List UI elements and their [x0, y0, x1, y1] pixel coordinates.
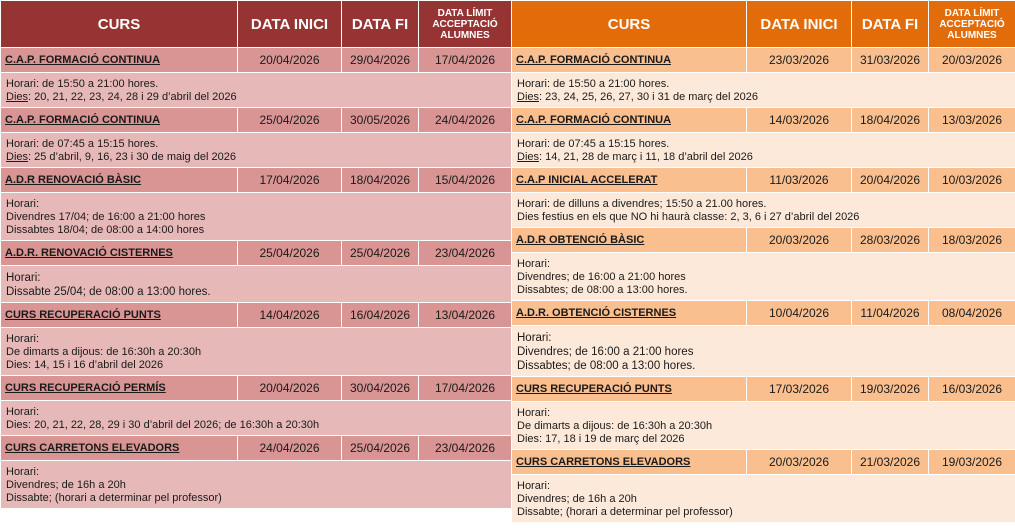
course-name: A.D.R. RENOVACIÓ CISTERNES — [1, 241, 238, 266]
left-schedule-table — [0, 0, 511, 509]
start-date: 10/04/2026 — [747, 301, 852, 326]
deadline-date: 16/03/2026 — [929, 377, 1015, 402]
deadline-date: 13/04/2026 — [419, 303, 512, 328]
course-row — [1, 108, 512, 133]
schedule-line — [517, 359, 1010, 373]
schedule-line — [6, 406, 506, 419]
schedule-line — [517, 407, 1010, 420]
course-name: C.A.P. FORMACIÓ CONTINUA — [1, 108, 238, 133]
course-details-row — [512, 73, 1015, 108]
schedule-line — [6, 419, 506, 432]
header-data-limit: DATA LÍMIT ACCEPTACIÓ ALUMNES — [419, 1, 512, 48]
header-data-inici: DATA INICI — [238, 1, 342, 48]
course-details-row — [512, 253, 1015, 301]
course-row — [512, 450, 1015, 475]
course-details-row — [512, 475, 1015, 523]
course-schedule — [1, 401, 512, 436]
end-date: 19/03/2026 — [852, 377, 929, 402]
course-name: A.D.R OBTENCIÓ BÀSIC — [512, 228, 747, 253]
schedule-text: Horari: — [6, 466, 40, 478]
end-date: 31/03/2026 — [852, 48, 929, 73]
schedule-label: Dies — [517, 151, 540, 163]
schedule-line — [517, 271, 1010, 284]
schedule-text: Dies: 20, 21, 22, 28, 29 i 30 d’abril del 2026; de 16:30h a 20:30h — [6, 419, 320, 431]
start-date: 11/03/2026 — [747, 168, 852, 193]
schedule-text: Dissabtes; de 08:00 a 13:00 hores. — [517, 284, 688, 296]
course-schedule — [512, 193, 1015, 228]
schedule-line — [6, 333, 506, 346]
schedule-text: Horari: — [517, 480, 551, 492]
course-schedule — [1, 133, 512, 168]
schedule-text: Horari: — [517, 407, 551, 419]
course-name: A.D.R. OBTENCIÓ CISTERNES — [512, 301, 747, 326]
course-details-row — [1, 73, 512, 108]
schedule-text: Divendres; de 16h a 20h — [6, 479, 126, 491]
header-curs: CURS — [1, 1, 238, 48]
schedule-line — [6, 78, 506, 91]
course-name: C.A.P. FORMACIÓ CONTINUA — [1, 48, 238, 73]
deadline-date: 23/04/2026 — [419, 241, 512, 266]
schedule-text: Horari: — [6, 272, 41, 284]
left-header-row — [1, 1, 512, 48]
schedule-line — [517, 258, 1010, 271]
end-date: 18/04/2026 — [852, 108, 929, 133]
schedule-label: Dies — [6, 91, 29, 103]
schedule-line — [517, 151, 1010, 164]
schedule-line — [517, 420, 1010, 433]
schedule-text: De dimarts a dijous: de 16:30h a 20:30h — [517, 420, 713, 432]
schedule-line — [6, 492, 506, 505]
start-date: 17/04/2026 — [238, 168, 342, 193]
end-date: 28/03/2026 — [852, 228, 929, 253]
right-schedule-table — [511, 0, 1015, 523]
course-details-row — [512, 402, 1015, 450]
schedule-text: Horari: — [517, 258, 551, 270]
start-date: 20/03/2026 — [747, 450, 852, 475]
end-date: 21/03/2026 — [852, 450, 929, 475]
end-date: 25/04/2026 — [342, 241, 419, 266]
course-row — [1, 241, 512, 266]
right-header-row — [512, 1, 1015, 48]
schedule-line — [517, 493, 1010, 506]
deadline-date: 13/03/2026 — [929, 108, 1015, 133]
right-schedule-panel — [511, 0, 1015, 528]
schedule-line — [6, 138, 506, 151]
course-schedule — [512, 402, 1015, 450]
start-date: 20/03/2026 — [747, 228, 852, 253]
schedule-text: Horari: de 07:45 a 15:15 hores. — [6, 138, 159, 150]
course-details-row — [1, 193, 512, 241]
course-row — [1, 168, 512, 193]
course-name: CURS RECUPERACIÓ PUNTS — [512, 377, 747, 402]
course-row — [512, 108, 1015, 133]
start-date: 17/03/2026 — [747, 377, 852, 402]
course-details-row — [512, 133, 1015, 168]
course-schedule — [1, 266, 512, 303]
course-row — [512, 301, 1015, 326]
deadline-date: 10/03/2026 — [929, 168, 1015, 193]
course-row — [1, 436, 512, 461]
start-date: 23/03/2026 — [747, 48, 852, 73]
course-row — [512, 48, 1015, 73]
schedule-line — [517, 433, 1010, 446]
schedule-text: Horari: de dilluns a divendres; 15:50 a 21.00 hores. — [517, 198, 767, 210]
end-date: 11/04/2026 — [852, 301, 929, 326]
course-name: CURS RECUPERACIÓ PUNTS — [1, 303, 238, 328]
schedule-line — [517, 480, 1010, 493]
schedule-text: : 14, 21, 28 de març i 11, 18 d’abril del 2026 — [539, 151, 753, 163]
schedule-line — [6, 151, 506, 164]
course-schedule — [1, 193, 512, 241]
schedule-line — [517, 345, 1010, 359]
deadline-date: 15/04/2026 — [419, 168, 512, 193]
schedule-line — [517, 198, 1010, 211]
schedule-text: : 23, 24, 25, 26, 27, 30 i 31 de març del 2026 — [539, 91, 758, 103]
course-schedule — [1, 73, 512, 108]
course-details-row — [1, 401, 512, 436]
schedule-text: Dissabtes 18/04; de 08:00 a 14:00 hores — [6, 224, 205, 236]
course-name: C.A.P. FORMACIÓ CONTINUA — [512, 48, 747, 73]
schedule-label: Dies — [6, 151, 29, 163]
schedule-text: Dies festius en els que NO hi haurà classe: 2, 3, 6 i 27 d’abril del 2026 — [517, 211, 860, 223]
schedule-text: Dies: 14, 15 i 16 d’abril del 2026 — [6, 359, 164, 371]
end-date: 30/04/2026 — [342, 376, 419, 401]
course-name: C.A.P INICIAL ACCELERAT — [512, 168, 747, 193]
schedule-text: Horari: — [6, 333, 40, 345]
header-data-fi: DATA FI — [342, 1, 419, 48]
start-date: 25/04/2026 — [238, 108, 342, 133]
schedule-line — [517, 78, 1010, 91]
header-curs: CURS — [512, 1, 747, 48]
schedule-line — [517, 211, 1010, 224]
start-date: 24/04/2026 — [238, 436, 342, 461]
schedule-text: Horari: de 07:45 a 15:15 hores. — [517, 138, 670, 150]
deadline-date: 24/04/2026 — [419, 108, 512, 133]
schedule-line — [6, 224, 506, 237]
end-date: 29/04/2026 — [342, 48, 419, 73]
course-name: A.D.R RENOVACIÓ BÀSIC — [1, 168, 238, 193]
schedule-label: Dies — [517, 91, 540, 103]
schedule-text: Horari: — [6, 198, 40, 210]
course-schedule — [1, 461, 512, 509]
schedule-text: Dies: 17, 18 i 19 de març del 2026 — [517, 433, 685, 445]
schedule-text: Horari: — [517, 332, 552, 344]
deadline-date: 08/04/2026 — [929, 301, 1015, 326]
course-schedule — [512, 475, 1015, 523]
schedule-line — [6, 211, 506, 224]
course-schedule — [512, 253, 1015, 301]
schedule-text: De dimarts a dijous: de 16:30h a 20:30h — [6, 346, 202, 358]
schedule-text: Divendres 17/04; de 16:00 a 21:00 hores — [6, 211, 206, 223]
course-details-row — [512, 193, 1015, 228]
deadline-date: 17/04/2026 — [419, 376, 512, 401]
end-date: 16/04/2026 — [342, 303, 419, 328]
schedule-line — [517, 138, 1010, 151]
end-date: 20/04/2026 — [852, 168, 929, 193]
start-date: 14/03/2026 — [747, 108, 852, 133]
course-schedule — [512, 73, 1015, 108]
schedule-line — [6, 466, 506, 479]
schedule-line — [6, 198, 506, 211]
header-data-inici: DATA INICI — [747, 1, 852, 48]
course-details-row — [1, 461, 512, 509]
course-schedule — [512, 326, 1015, 377]
start-date: 20/04/2026 — [238, 376, 342, 401]
schedule-line — [6, 285, 506, 299]
schedule-line — [517, 506, 1010, 519]
schedule-text: Divendres; de 16:00 a 21:00 hores — [517, 346, 694, 358]
end-date: 25/04/2026 — [342, 436, 419, 461]
start-date: 20/04/2026 — [238, 48, 342, 73]
course-row — [512, 377, 1015, 402]
schedule-line — [6, 91, 506, 104]
schedule-text: Dissabte; (horari a determinar pel professor) — [517, 506, 733, 518]
schedule-line — [517, 91, 1010, 104]
course-name: CURS CARRETONS ELEVADORS — [1, 436, 238, 461]
course-name: CURS RECUPERACIÓ PERMÍS — [1, 376, 238, 401]
schedule-line — [6, 271, 506, 285]
end-date: 30/05/2026 — [342, 108, 419, 133]
schedule-text: Dissabtes; de 08:00 a 13:00 hores. — [517, 360, 696, 372]
course-details-row — [1, 328, 512, 376]
course-name: C.A.P. FORMACIÓ CONTINUA — [512, 108, 747, 133]
course-row — [512, 228, 1015, 253]
deadline-date: 17/04/2026 — [419, 48, 512, 73]
course-row — [512, 168, 1015, 193]
schedule-text: : 25 d’abril, 9, 16, 23 i 30 de maig del 2026 — [28, 151, 236, 163]
start-date: 25/04/2026 — [238, 241, 342, 266]
course-details-row — [1, 266, 512, 303]
course-details-row — [512, 326, 1015, 377]
schedule-text: Divendres; de 16h a 20h — [517, 493, 637, 505]
deadline-date: 20/03/2026 — [929, 48, 1015, 73]
header-data-fi: DATA FI — [852, 1, 929, 48]
course-row — [1, 48, 512, 73]
schedule-line — [6, 346, 506, 359]
schedule-line — [6, 359, 506, 372]
course-details-row — [1, 133, 512, 168]
schedule-text: : 20, 21, 22, 23, 24, 28 i 29 d’abril del 2026 — [28, 91, 237, 103]
start-date: 14/04/2026 — [238, 303, 342, 328]
course-row — [1, 376, 512, 401]
schedule-text: Divendres; de 16:00 a 21:00 hores — [517, 271, 686, 283]
schedule-line — [517, 331, 1010, 345]
schedule-text: Dissabte 25/04; de 08:00 a 13:00 hores. — [6, 286, 211, 298]
deadline-date: 23/04/2026 — [419, 436, 512, 461]
end-date: 18/04/2026 — [342, 168, 419, 193]
deadline-date: 18/03/2026 — [929, 228, 1015, 253]
schedule-text: Horari: de 15:50 a 21:00 hores. — [6, 78, 159, 90]
course-name: CURS CARRETONS ELEVADORS — [512, 450, 747, 475]
header-data-limit: DATA LÍMIT ACCEPTACIÓ ALUMNES — [929, 1, 1015, 48]
schedule-text: Horari: — [6, 406, 40, 418]
course-schedule — [1, 328, 512, 376]
schedule-text: Dissabte; (horari a determinar pel professor) — [6, 492, 222, 504]
schedule-text: Horari: de 15:50 a 21:00 hores. — [517, 78, 670, 90]
course-row — [1, 303, 512, 328]
deadline-date: 19/03/2026 — [929, 450, 1015, 475]
course-schedule — [512, 133, 1015, 168]
schedule-line — [517, 284, 1010, 297]
schedule-line — [6, 479, 506, 492]
